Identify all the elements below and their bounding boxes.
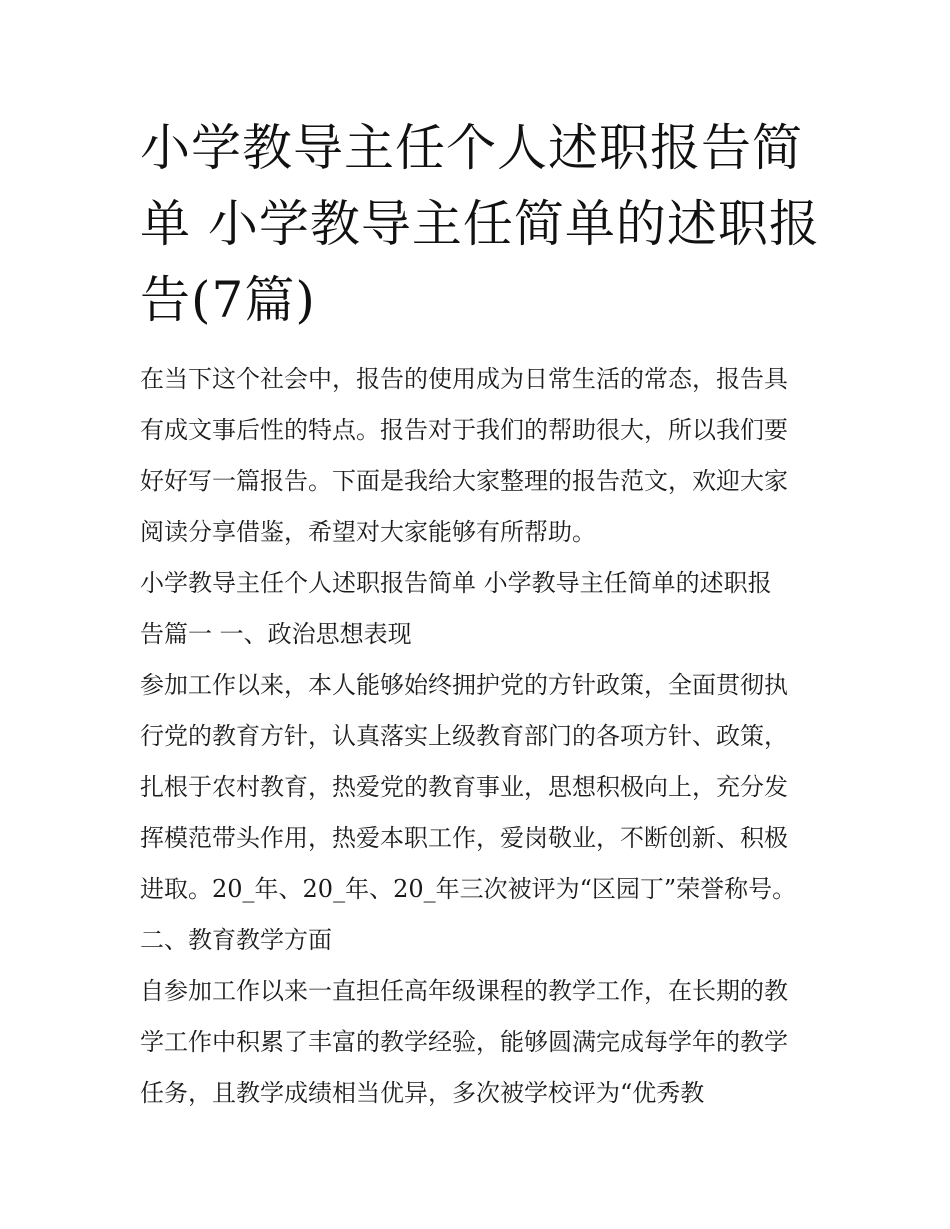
intro-line: 在当下这个社会中，报告的使用成为日常生活的常态，报告具 — [140, 365, 788, 393]
paragraph-line: 行党的教育方针，认真落实上级教育部门的各项方针、政策， — [140, 722, 788, 750]
paragraph-line: 扎根于农村教育，热爱党的教育事业，思想积极向上，充分发 — [140, 773, 788, 801]
title-line: 小学教导主任个人述职报告简 — [140, 119, 803, 177]
title-line: 单 小学教导主任简单的述职报 — [140, 195, 820, 253]
paragraph-line: 自参加工作以来一直担任高年级课程的教学工作，在长期的教 — [140, 977, 788, 1005]
paragraph-line: 挥模范带头作用，热爱本职工作，爱岗敬业，不断创新、积极 — [140, 824, 788, 852]
intro-line: 阅读分享借鉴，希望对大家能够有所帮助。 — [140, 518, 596, 546]
paragraph-line: 进取。20_年、20_年、20_年三次被评为“区园丁”荣誉称号。 — [140, 875, 797, 903]
intro-line: 有成文事后性的特点。报告对于我们的帮助很大，所以我们要 — [140, 416, 788, 444]
paragraph-line: 参加工作以来，本人能够始终拥护党的方针政策，全面贯彻执 — [140, 671, 788, 699]
paragraph-line: 学工作中积累了丰富的教学经验，能够圆满完成每学年的教学 — [140, 1028, 788, 1056]
section-heading-line: 小学教导主任个人述职报告简单 小学教导主任简单的述职报 — [140, 569, 772, 597]
section-heading-line: 告篇一 一、政治思想表现 — [140, 620, 412, 648]
document-body — [140, 356, 820, 1121]
title-line: 告(7篇) — [140, 271, 316, 329]
section-heading-line: 二、教育教学方面 — [140, 926, 332, 954]
intro-line: 好好写一篇报告。下面是我给大家整理的报告范文，欢迎大家 — [140, 467, 788, 495]
document-title — [140, 110, 820, 338]
paragraph-line: 任务，且教学成绩相当优异，多次被学校评为“优秀教 — [140, 1079, 705, 1107]
